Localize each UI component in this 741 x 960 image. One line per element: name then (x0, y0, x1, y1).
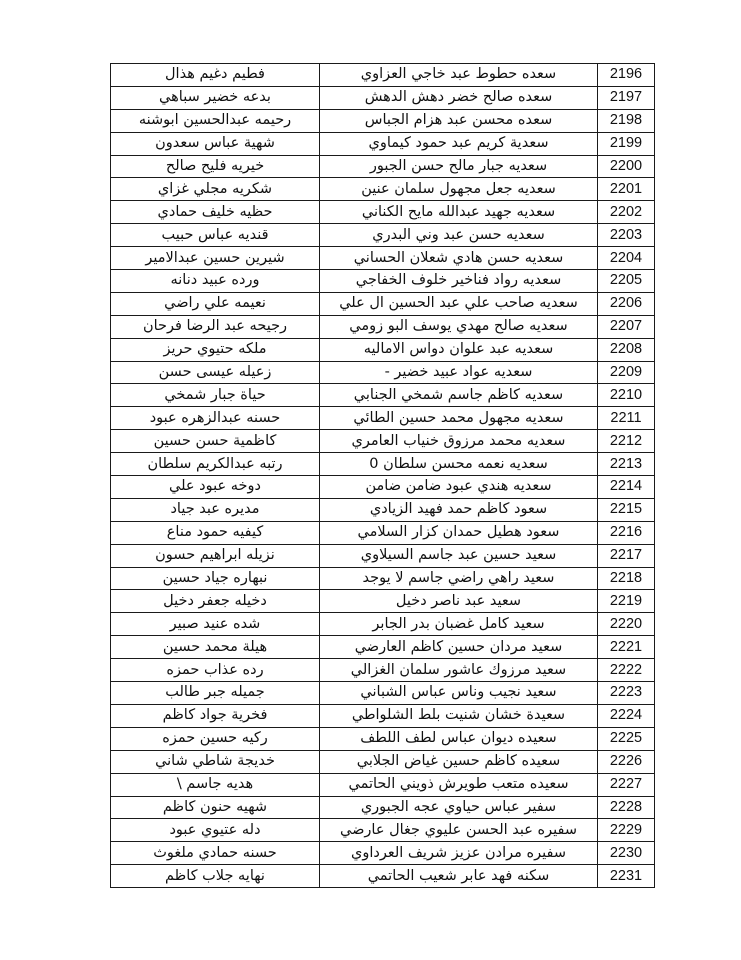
record-number: 2211 (598, 407, 655, 430)
table-row (111, 842, 655, 865)
record-number: 2200 (598, 155, 655, 178)
full-name: سعديه رواد فناخير خلوف الخفاجي (320, 270, 598, 293)
record-number: 2225 (598, 727, 655, 750)
table-row (111, 178, 655, 201)
full-name: سفير عباس حياوي عجه الجبوري (320, 796, 598, 819)
table-row (111, 750, 655, 773)
full-name: سعديه جعل مجهول سلمان عنين (320, 178, 598, 201)
full-name: سعود كاظم حمد فهيد الزيادي (320, 498, 598, 521)
full-name: سكنه فهد عابر شعيب الحاتمي (320, 865, 598, 888)
record-number: 2220 (598, 613, 655, 636)
record-number: 2221 (598, 636, 655, 659)
record-number: 2223 (598, 682, 655, 705)
record-number: 2198 (598, 109, 655, 132)
record-number: 2210 (598, 384, 655, 407)
record-number: 2208 (598, 338, 655, 361)
record-number: 2205 (598, 270, 655, 293)
table-row (111, 544, 655, 567)
mother-name: قنديه عباس حبيب (111, 224, 320, 247)
table-row (111, 476, 655, 499)
record-number: 2215 (598, 498, 655, 521)
record-number: 2216 (598, 521, 655, 544)
record-number: 2226 (598, 750, 655, 773)
table-row (111, 498, 655, 521)
table-row (111, 773, 655, 796)
full-name: سعيده كاظم حسين غياض الجلابي (320, 750, 598, 773)
mother-name: رده عذاب حمزه (111, 659, 320, 682)
full-name: سعديه عواد عبيد خضير - (320, 361, 598, 384)
full-name: سعيد مرزوك عاشور سلمان الغزالي (320, 659, 598, 682)
mother-name: رتبه عبدالكريم سلطان (111, 453, 320, 476)
record-number: 2222 (598, 659, 655, 682)
record-number: 2209 (598, 361, 655, 384)
full-name: سعديه حسن عبد وني البدري (320, 224, 598, 247)
mother-name: شيرين حسين عبدالامير (111, 247, 320, 270)
mother-name: ركيه حسين حمزه (111, 727, 320, 750)
record-number: 2196 (598, 64, 655, 87)
mother-name: دله عتيوي عبود (111, 819, 320, 842)
table-row (111, 247, 655, 270)
table-row (111, 636, 655, 659)
table-row (111, 64, 655, 87)
record-number: 2202 (598, 201, 655, 224)
record-number: 2201 (598, 178, 655, 201)
full-name: سعديه جهيد عبدالله مايح الكناني (320, 201, 598, 224)
record-number: 2197 (598, 86, 655, 109)
record-number: 2231 (598, 865, 655, 888)
mother-name: فطيم دغيم هذال (111, 64, 320, 87)
mother-name: ورده عبيد دنانه (111, 270, 320, 293)
record-number: 2204 (598, 247, 655, 270)
full-name: سعديه محمد مرزوق خنياب العامري (320, 430, 598, 453)
record-number: 2207 (598, 315, 655, 338)
record-number: 2199 (598, 132, 655, 155)
full-name: سعدية كريم عبد حمود كيماوي (320, 132, 598, 155)
full-name: سعيد كامل غضبان بدر الجابر (320, 613, 598, 636)
full-name: سعديه مجهول محمد حسين الطائي (320, 407, 598, 430)
mother-name: خيريه فليح صالح (111, 155, 320, 178)
full-name: سعديه صاحب علي عبد الحسين ال علي (320, 292, 598, 315)
mother-name: شهيه حنون كاظم (111, 796, 320, 819)
table-row (111, 521, 655, 544)
table-row (111, 567, 655, 590)
full-name: سعده صالح خضر دهش الدهش (320, 86, 598, 109)
mother-name: نهايه جلاب كاظم (111, 865, 320, 888)
full-name: سعود هطيل حمدان كزار السلامي (320, 521, 598, 544)
table-row (111, 315, 655, 338)
record-number: 2206 (598, 292, 655, 315)
full-name: سعده حطوط عبد خاجي العزاوي (320, 64, 598, 87)
table-row (111, 430, 655, 453)
names-table (110, 63, 655, 888)
table-row (111, 109, 655, 132)
table-row (111, 453, 655, 476)
record-number: 2228 (598, 796, 655, 819)
full-name: سعديه صالح مهدي يوسف البو زومي (320, 315, 598, 338)
mother-name: رجيحه عبد الرضا فرحان (111, 315, 320, 338)
full-name: سعديه حسن هادي شعلان الحساني (320, 247, 598, 270)
mother-name: مديره عبد جياد (111, 498, 320, 521)
mother-name: هيلة محمد حسين (111, 636, 320, 659)
record-number: 2227 (598, 773, 655, 796)
record-number: 2214 (598, 476, 655, 499)
mother-name: هديه جاسم \ (111, 773, 320, 796)
record-number: 2219 (598, 590, 655, 613)
record-number: 2224 (598, 704, 655, 727)
full-name: سفيره مرادن عزيز شريف العرداوي (320, 842, 598, 865)
full-name: سعيده متعب طويرش ذويني الحاتمي (320, 773, 598, 796)
record-number: 2217 (598, 544, 655, 567)
mother-name: ملكه حتيوي حريز (111, 338, 320, 361)
full-name: سعيد عبد ناصر دخيل (320, 590, 598, 613)
full-name: سعديه هندي عبود ضامن ضامن (320, 476, 598, 499)
table-row (111, 659, 655, 682)
table-row (111, 590, 655, 613)
mother-name: بدعه خضير سباهي (111, 86, 320, 109)
full-name: سعيدة خشان شنيت بلط الشلواطي (320, 704, 598, 727)
table-row (111, 224, 655, 247)
mother-name: جميله جبر طالب (111, 682, 320, 705)
mother-name: حسنه حمادي ملغوث (111, 842, 320, 865)
full-name: سعيد نجيب وناس عباس الشباني (320, 682, 598, 705)
full-name: سعده محسن عبد هزام الجباس (320, 109, 598, 132)
mother-name: كاظمية حسن حسين (111, 430, 320, 453)
mother-name: حسنه عبدالزهره عبود (111, 407, 320, 430)
mother-name: خديجة شاطي شاني (111, 750, 320, 773)
record-number: 2218 (598, 567, 655, 590)
full-name: سعيد حسين عبد جاسم السيلاوي (320, 544, 598, 567)
table-row (111, 865, 655, 888)
table-row (111, 270, 655, 293)
table-row (111, 704, 655, 727)
mother-name: زعيله عيسى حسن (111, 361, 320, 384)
full-name: سعيد راهي راضي جاسم لا يوجد (320, 567, 598, 590)
record-number: 2212 (598, 430, 655, 453)
mother-name: نعيمه علي راضي (111, 292, 320, 315)
table-row (111, 682, 655, 705)
mother-name: شكريه مجلي غزاي (111, 178, 320, 201)
record-number: 2230 (598, 842, 655, 865)
names-table-body (111, 64, 655, 888)
table-row (111, 796, 655, 819)
mother-name: حظيه خليف حمادي (111, 201, 320, 224)
full-name: سفيره عبد الحسن عليوي جغال عارضي (320, 819, 598, 842)
table-row (111, 292, 655, 315)
full-name: سعديه نعمه محسن سلطان 0 (320, 453, 598, 476)
mother-name: رحيمه عبدالحسين ابوشنه (111, 109, 320, 132)
mother-name: نزيله ابراهيم حسون (111, 544, 320, 567)
table-row (111, 132, 655, 155)
record-number: 2203 (598, 224, 655, 247)
mother-name: دخيله جعفر دخيل (111, 590, 320, 613)
table-row (111, 86, 655, 109)
mother-name: دوخه عبود علي (111, 476, 320, 499)
record-number: 2229 (598, 819, 655, 842)
full-name: سعيده ديوان عباس لطف اللطف (320, 727, 598, 750)
table-row (111, 407, 655, 430)
full-name: سعديه عبد علوان دواس الاماليه (320, 338, 598, 361)
mother-name: نبهاره جياد حسين (111, 567, 320, 590)
full-name: سعديه كاظم جاسم شمخي الجنابي (320, 384, 598, 407)
mother-name: شده عنيد صبير (111, 613, 320, 636)
mother-name: شهية عباس سعدون (111, 132, 320, 155)
full-name: سعيد مردان حسين كاظم العارضي (320, 636, 598, 659)
mother-name: حياة جبار شمخي (111, 384, 320, 407)
table-row (111, 361, 655, 384)
mother-name: كيفيه حمود مناع (111, 521, 320, 544)
table-row (111, 819, 655, 842)
full-name: سعديه جبار مالح حسن الجبور (320, 155, 598, 178)
record-number: 2213 (598, 453, 655, 476)
table-row (111, 384, 655, 407)
table-row (111, 155, 655, 178)
table-row (111, 727, 655, 750)
table-row (111, 338, 655, 361)
mother-name: فخرية جواد كاظم (111, 704, 320, 727)
table-row (111, 613, 655, 636)
table-row (111, 201, 655, 224)
